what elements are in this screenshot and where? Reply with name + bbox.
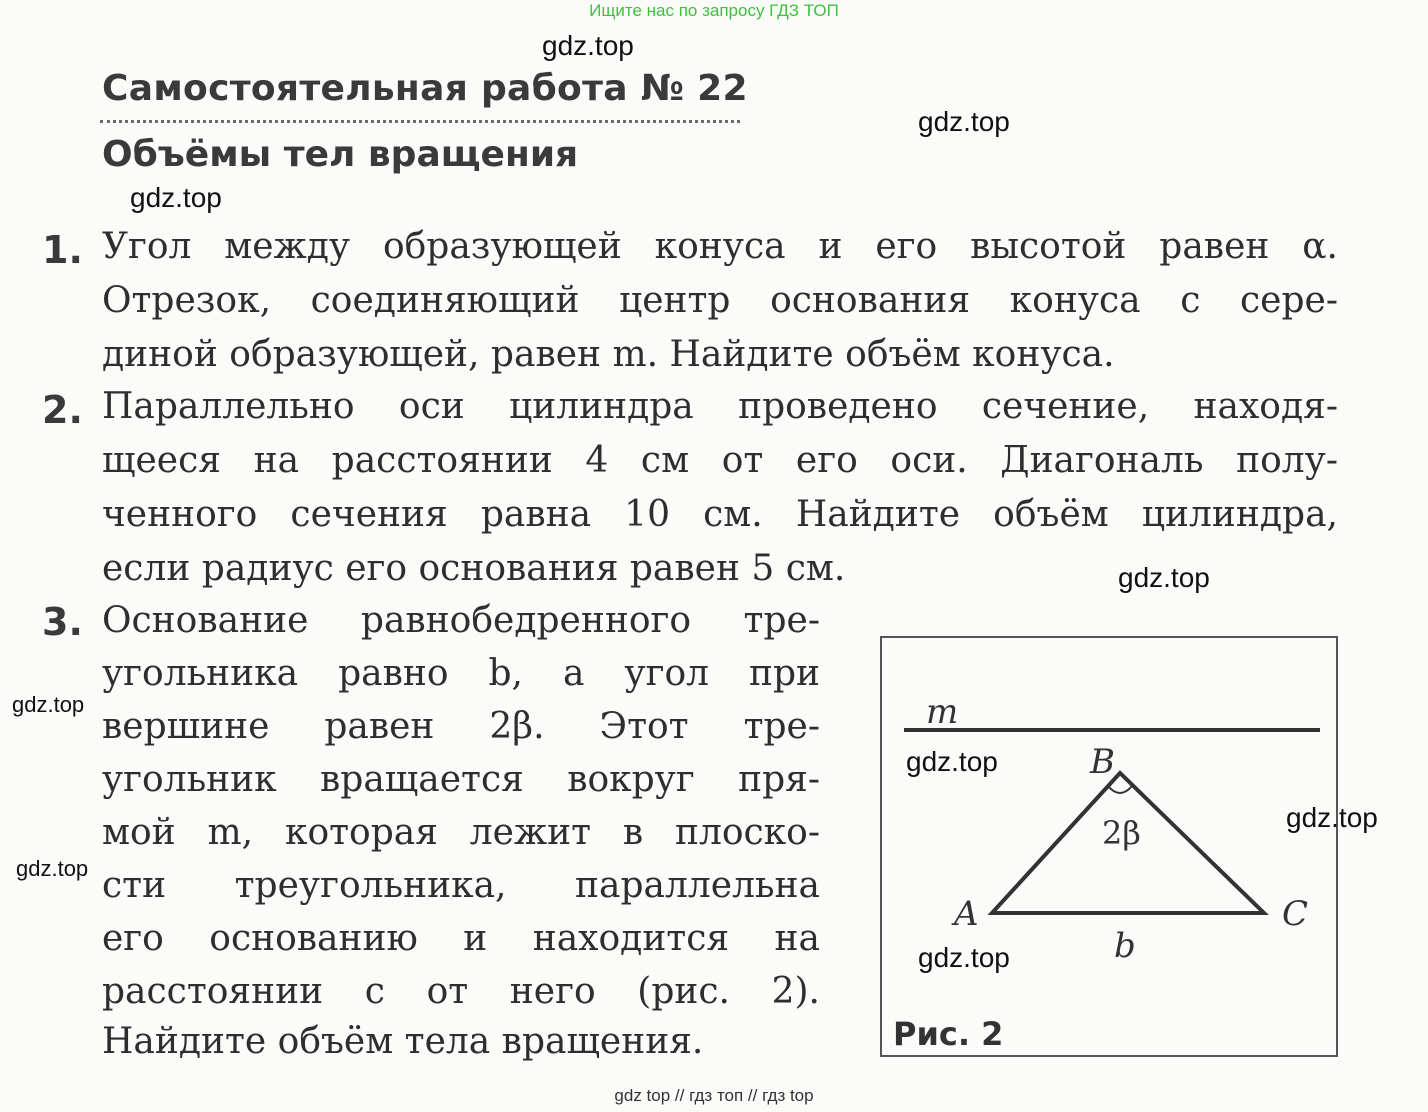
problem-3-line-2: угольника равно b, а угол при: [102, 653, 820, 694]
problem-3-line-8: расстоянии c от него (рис. 2).: [102, 971, 820, 1012]
footer-links: gdz top // гдз топ // гдз top: [614, 1086, 814, 1105]
page-subtitle: Объёмы тел вращения: [102, 134, 579, 175]
problem-2-line-3: ченного сечения равна 10 см. Найдите объём цилиндра,: [102, 494, 1338, 535]
watermark: gdz.top: [12, 692, 85, 717]
problem-3-number: 3.: [42, 600, 83, 644]
problem-3-line-3: вершине равен 2β. Этот тре-: [102, 706, 820, 747]
watermark: gdz.top: [542, 30, 634, 61]
label-base-b: b: [1114, 926, 1136, 966]
label-m: m: [926, 692, 959, 732]
label-vertex-b: B: [1090, 742, 1115, 782]
watermark: gdz.top: [16, 856, 89, 881]
angle-arc: [1108, 786, 1132, 793]
problem-2-line-2: щееся на расстоянии 4 см от его оси. Диагональ полу-: [102, 440, 1338, 481]
watermark: gdz.top: [130, 182, 222, 213]
label-vertex-a: A: [954, 894, 979, 934]
problem-3-line-7: его основанию и находится на: [102, 918, 820, 959]
problem-3-line-4: угольник вращается вокруг пря-: [102, 759, 820, 800]
watermark: gdz.top: [906, 746, 998, 777]
problem-1-line-1: Угол между образующей конуса и его высотой равен α.: [102, 226, 1338, 267]
problem-3-line-1: Основание равнобедренного тре-: [102, 600, 820, 641]
problem-1-line-2: Отрезок, соединяющий центр основания конуса с сере-: [102, 280, 1338, 321]
search-banner: Ищите нас по запросу ГДЗ ТОП: [589, 1, 839, 20]
watermark: gdz.top: [918, 106, 1010, 137]
label-vertex-c: C: [1282, 894, 1309, 934]
figure-caption: Рис. 2: [893, 1015, 1004, 1053]
watermark: gdz.top: [1286, 802, 1378, 833]
problem-1-line-3: диной образующей, равен m. Найдите объём конуса.: [102, 334, 1115, 375]
label-angle: 2β: [1102, 814, 1141, 852]
page-title: Самостоятельная работа № 22: [102, 68, 748, 109]
problem-3-line-6: сти треугольника, параллельна: [102, 865, 820, 906]
title-divider: [100, 120, 740, 123]
figure-2: [880, 636, 1338, 1057]
watermark: gdz.top: [1118, 562, 1210, 593]
problem-3-line-5: мой m, которая лежит в плоско-: [102, 812, 820, 853]
problem-2-line-1: Параллельно оси цилиндра проведено сечение, находя-: [102, 386, 1338, 427]
problem-2-number: 2.: [42, 388, 83, 432]
problem-2-line-4: если радиус его основания равен 5 см.: [102, 548, 846, 589]
watermark: gdz.top: [918, 942, 1010, 973]
problem-3-line-9: Найдите объём тела вращения.: [102, 1021, 704, 1062]
problem-1-number: 1.: [42, 228, 83, 272]
